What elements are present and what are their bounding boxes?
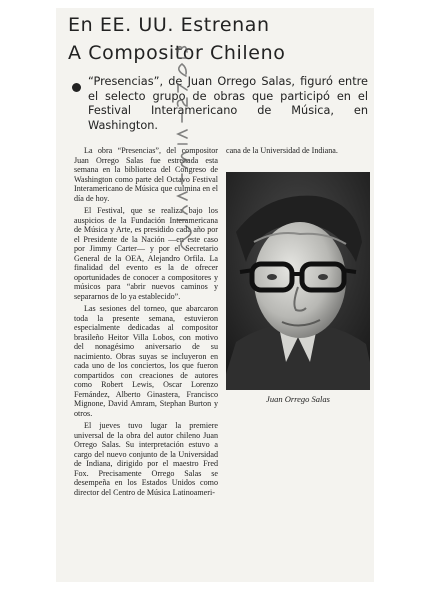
article-right-column (226, 146, 366, 159)
article-paragraph-4: El jueves tuvo lugar la premiere universal de la obra del autor chileno Juan Orrego Salas. Su interpretación estuvo a cargo del nuevo conjunto de la Universidad de Indiana, dirigido por el maestro Fred Fox. Precisamente Orrego Salas se desempeña en los Estados Unidos como director del Centro de Música Latinoameri- (74, 421, 218, 497)
portrait-photo (226, 172, 370, 390)
headline-line-2: A Compositor Chileno (68, 42, 286, 64)
handwritten-source-stamp (172, 40, 192, 254)
article-paragraph-3: Las sesiones del torneo, que abarcaron toda la presente semana, estuvieron especialmente dedicadas al compositor brasileño Heitor Villa Lobos, con motivo del nonagésimo aniversario de su nacimiento. Obras suyas se incluyeron en cada uno de los conciertos, los que fueron compartidos con creaciones de autores como Robert Lewis, Oscar Lorenzo Fernández, Alberto Ginastera, Francisco Mignone, David Amram, Stephan Burton y otros. (74, 304, 218, 418)
stamp-mark (172, 40, 192, 254)
bullet-icon (72, 83, 81, 92)
lead-paragraph: “Presencias”, de Juan Orrego Salas, figuró entre el selecto grupo de obras que participó en el Festival Interamericano de Música, en Washington. (88, 75, 368, 132)
headline-line-1: En EE. UU. Estrenan (68, 14, 270, 36)
portrait-illustration (226, 172, 370, 390)
article-paragraph-1: La obra “Presencias”, del compositor Juan Orrego Salas fue estrenada esta semana en la biblioteca del Congreso de Washington como parte del Octavo Festival Interamericano de Música que culmina en el día de hoy. (74, 146, 218, 203)
photo-caption: Juan Orrego Salas (266, 394, 330, 404)
article-paragraph-2: El Festival, que se realiza bajo los auspicios de la Fundación Interamericana de Música y Arte, es presidido cada año por el Presidente de la Nación —en este caso por Jimmy Carter— y por el Secretario General de la OEA, Alejandro Orfila. La finalidad del evento es la de ofrecer oportunidades de conocer a compositores y músicos para “abrir nuevos caminos y separarnos de lo ya establecido”. (74, 206, 218, 301)
article-continuation: cana de la Universidad de Indiana. (226, 146, 338, 155)
article-left-column (74, 146, 218, 500)
